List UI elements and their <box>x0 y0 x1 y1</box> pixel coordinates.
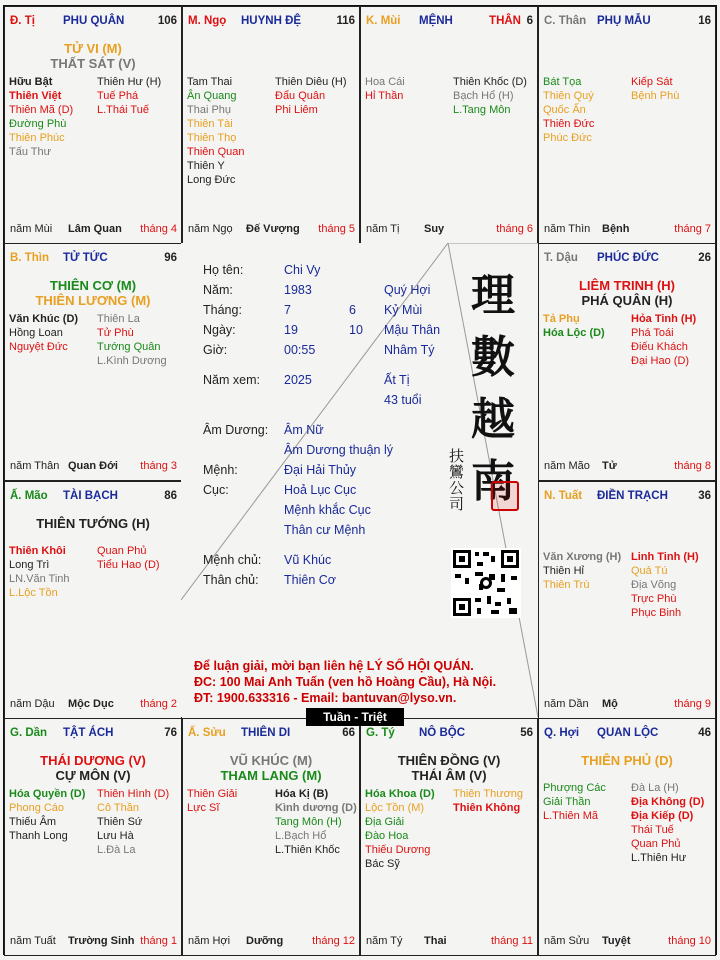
minor-star: Địa Giải <box>365 816 405 828</box>
minor-star: Thiên Y <box>187 160 225 172</box>
left-stars <box>9 75 73 159</box>
right-stars <box>453 75 527 117</box>
palace-can-chi: Đ. Tị <box>10 15 35 27</box>
footer-year: năm Ngọ <box>188 223 233 235</box>
footer-stage: Tuyệt <box>602 935 631 947</box>
footer-year: năm Sửu <box>544 935 590 947</box>
palace-hoi[interactable] <box>538 718 716 956</box>
palace-number: 26 <box>698 252 711 264</box>
left-stars <box>543 550 621 592</box>
palace-header <box>366 15 533 29</box>
footer-year: năm Thìn <box>544 223 591 235</box>
minor-star: Bác Sỹ <box>365 858 400 870</box>
minor-star: Điếu Khách <box>631 341 688 353</box>
main-star: THẤT SÁT (V) <box>50 56 136 71</box>
contact-line-1: Để luận giải, mời bạn liên hệ LÝ SỐ HỘI QUÁN. <box>194 659 474 673</box>
palace-header <box>544 727 711 741</box>
footer-stage: Mộc Dục <box>68 698 114 710</box>
minor-star: Địa Võng <box>631 579 677 591</box>
right-stars <box>97 75 161 117</box>
palace-can-chi: B. Thìn <box>10 252 49 264</box>
footer-month: tháng 7 <box>674 223 711 235</box>
age-value: 43 tuổi <box>384 393 422 407</box>
minor-star: Linh Tinh (H) <box>631 551 699 563</box>
palace-number: 46 <box>698 727 711 739</box>
footer-year: năm Tý <box>366 935 403 947</box>
footer-year: năm Tị <box>366 223 400 235</box>
name-label: Họ tên: <box>203 263 244 277</box>
seal-text: 扶鸞公司 <box>449 447 465 513</box>
minor-star: Văn Xương (H) <box>543 551 622 563</box>
minor-star: Đại Hao (D) <box>631 355 690 367</box>
palace-footer <box>10 698 177 711</box>
footer-month: tháng 11 <box>490 935 533 947</box>
minor-star: Đẩu Quân <box>275 90 326 102</box>
red-seal-icon <box>491 481 519 511</box>
minor-star: Phong Cáo <box>9 802 65 814</box>
month-label: Tháng: <box>203 303 242 317</box>
right-stars <box>631 781 704 865</box>
left-stars <box>187 787 237 815</box>
palace-name: ĐIỀN TRẠCH <box>597 490 668 502</box>
footer-stage: Suy <box>424 223 445 235</box>
minor-star: Thanh Long <box>9 830 68 842</box>
minor-star: Hóa Khoa (D) <box>365 788 435 800</box>
minor-star: Thiên La <box>97 313 140 325</box>
footer-year: năm Hợi <box>188 935 231 947</box>
am-duong-label: Âm Dương: <box>203 423 269 437</box>
right-stars <box>275 787 357 857</box>
minor-star: Quốc Ấn <box>543 104 586 116</box>
left-stars <box>187 75 244 187</box>
footer-stage: Dưỡng <box>246 935 284 947</box>
contact-phone-email[interactable]: ĐT: 1900.633316 - Email: bantuvan@lyso.vn. <box>194 691 457 705</box>
main-stars <box>5 41 181 71</box>
left-stars <box>9 544 70 600</box>
palace-can-chi: G. Dần <box>10 727 48 739</box>
footer-month: tháng 3 <box>140 460 177 472</box>
hour-label: Giờ: <box>203 343 228 357</box>
menh-chu-value: Vũ Khúc <box>284 553 332 567</box>
palace-footer <box>544 935 711 948</box>
minor-star: Thiên Giải <box>187 788 238 800</box>
minor-star: Văn Khúc (D) <box>9 313 79 325</box>
right-stars <box>97 787 169 857</box>
footer-stage: Thai <box>424 935 447 947</box>
palace-header <box>188 15 355 29</box>
palace-header <box>544 252 711 266</box>
minor-star: LN.Văn Tinh <box>9 573 70 585</box>
minor-star: Thiên Khốc (D) <box>453 76 527 88</box>
footer-month: tháng 8 <box>674 460 711 472</box>
right-stars <box>631 75 679 103</box>
right-stars <box>275 75 347 117</box>
minor-star: Thiếu Âm <box>9 816 57 828</box>
main-star: THÁI DƯƠNG (V) <box>40 753 146 768</box>
view-year-value: 2025 <box>284 373 312 387</box>
minor-star: Hoa Cái <box>365 76 405 88</box>
palace-header <box>544 15 711 29</box>
minor-star: Lộc Tồn (M) <box>365 802 425 814</box>
minor-star: L.Thiên Hư <box>631 852 687 864</box>
main-stars <box>5 278 181 308</box>
palace-number: 56 <box>520 727 533 739</box>
footer-year: năm Mão <box>544 460 590 472</box>
palace-dan[interactable] <box>4 718 182 956</box>
than-position: Thân cư Mệnh <box>284 523 366 537</box>
palace-can-chi: N. Tuất <box>544 490 583 502</box>
day-solar: 19 <box>284 323 298 337</box>
footer-month: tháng 5 <box>318 223 355 235</box>
main-star: THIÊN CƠ (M) <box>49 278 137 293</box>
minor-star: Thiên Quan <box>187 146 245 158</box>
minor-star: Quan Phủ <box>97 545 147 557</box>
palace-header <box>544 490 711 504</box>
main-star: PHÁ QUÂN (H) <box>581 293 673 308</box>
minor-star: Thiên Hỉ <box>543 565 584 577</box>
footer-month: tháng 10 <box>668 935 711 947</box>
minor-star: Long Trì <box>9 559 50 571</box>
minor-star: L.Thiên Khốc <box>275 844 340 856</box>
palace-name: NÔ BỘC <box>419 727 465 739</box>
minor-star: Thiên Đức <box>543 118 595 130</box>
palace-number: 6 <box>526 15 533 27</box>
footer-stage: Quan Đới <box>68 460 118 472</box>
calligraphy-char-2: 數 <box>471 332 515 383</box>
footer-stage: Trường Sinh <box>68 935 135 947</box>
main-star: THÁI ÂM (V) <box>411 768 487 783</box>
palace-number: 16 <box>698 15 711 27</box>
year-can-chi: Quý Hợi <box>384 283 431 297</box>
palace-name: PHU QUÂN <box>63 15 125 27</box>
minor-star: Long Đức <box>187 174 236 186</box>
minor-star: L.Thiên Mã <box>543 810 599 822</box>
minor-star: Lưu Hà <box>97 830 134 842</box>
minor-star: Thiên Hình (D) <box>97 788 170 800</box>
main-star: LIÊM TRINH (H) <box>578 278 676 293</box>
minor-star: Tang Môn (H) <box>275 816 342 828</box>
month-lunar: 6 <box>349 303 356 317</box>
palace-footer <box>544 223 711 236</box>
footer-month: tháng 6 <box>496 223 533 235</box>
palace-ngo[interactable] <box>182 6 360 244</box>
footer-year: năm Tuất <box>10 935 56 947</box>
right-stars <box>97 544 160 572</box>
view-year-label: Năm xem: <box>203 373 260 387</box>
main-star: THIÊN ĐỒNG (V) <box>397 753 501 768</box>
minor-star: Đường Phù <box>9 118 67 130</box>
palace-can-chi: Q. Hợi <box>544 727 580 739</box>
minor-star: Quan Phủ <box>631 838 681 850</box>
day-can-chi: Mậu Thân <box>384 323 441 337</box>
minor-star: Hữu Bật <box>9 76 53 88</box>
palace-thin[interactable] <box>4 243 182 481</box>
palace-footer <box>544 460 711 473</box>
year-label: Năm: <box>203 283 233 297</box>
minor-star: Thiên Quý <box>543 90 594 102</box>
palace-footer <box>366 935 533 948</box>
palace-number: 76 <box>164 727 177 739</box>
minor-star: L.Thái Tuế <box>97 104 149 116</box>
minor-star: Hóa Kị (B) <box>275 788 329 800</box>
palace-header <box>188 727 355 741</box>
main-star: VŨ KHÚC (M) <box>229 753 313 768</box>
month-solar: 7 <box>284 303 291 317</box>
main-stars <box>539 278 715 308</box>
palace-dau[interactable] <box>538 243 716 481</box>
right-stars <box>97 312 167 368</box>
palace-header <box>366 727 533 741</box>
palace-name: TÀI BẠCH <box>63 490 118 502</box>
main-star: THIÊN TƯỚNG (H) <box>36 516 150 531</box>
menh-chu-label: Mệnh chủ: <box>203 553 262 567</box>
palace-footer <box>10 460 177 473</box>
palace-name: TẬT ÁCH <box>63 727 114 739</box>
main-stars <box>539 753 715 768</box>
main-stars <box>5 753 181 783</box>
right-stars <box>453 787 523 815</box>
left-stars <box>543 781 606 823</box>
palace-header <box>10 15 177 29</box>
cuc-relation: Mệnh khắc Cục <box>284 503 371 517</box>
footer-year: năm Mùi <box>10 223 53 235</box>
footer-stage: Mộ <box>602 698 618 710</box>
palace-header <box>10 252 177 266</box>
menh-value: Đại Hải Thủy <box>284 463 357 477</box>
cuc-value: Hoả Lục Cục <box>284 483 357 497</box>
minor-star: Địa Không (D) <box>631 796 705 808</box>
minor-star: Thiên Tài <box>187 118 233 130</box>
minor-star: Tuế Phá <box>97 90 139 102</box>
footer-stage: Tử <box>602 460 617 472</box>
calligraphy-char-1: 理 <box>471 270 515 321</box>
minor-star: Bạch Hổ (H) <box>453 90 514 102</box>
footer-month: tháng 9 <box>674 698 711 710</box>
palace-number: 86 <box>164 490 177 502</box>
menh-label: Mệnh: <box>203 463 238 477</box>
minor-star: L.Lộc Tồn <box>9 587 58 599</box>
minor-star: Đào Hoa <box>365 830 409 842</box>
minor-star: Thiên Sứ <box>97 816 143 828</box>
footer-month: tháng 12 <box>312 935 355 947</box>
palace-tuat[interactable] <box>538 481 716 719</box>
left-stars <box>9 787 85 843</box>
palace-can-chi: Ấ. Sửu <box>188 727 226 739</box>
palace-footer <box>366 223 533 236</box>
minor-star: Thiên Thương <box>453 788 524 800</box>
minor-star: Hóa Quyền (D) <box>9 788 86 800</box>
footer-year: năm Dần <box>544 698 589 710</box>
palace-footer <box>10 223 177 236</box>
palace-number: 66 <box>342 727 355 739</box>
minor-star: Đà La (H) <box>631 782 679 794</box>
palace-number: 116 <box>336 15 355 27</box>
main-star: THIÊN PHỦ (D) <box>581 753 673 768</box>
palace-header <box>10 727 177 741</box>
minor-star: Thái Tuế <box>631 824 674 836</box>
minor-star: Lực Sĩ <box>187 802 220 814</box>
palace-can-chi: M. Ngọ <box>188 15 227 27</box>
minor-star: Trực Phù <box>631 593 677 605</box>
footer-stage: Lâm Quan <box>68 223 122 235</box>
footer-stage: Bệnh <box>602 223 630 235</box>
main-stars <box>361 753 537 783</box>
palace-than[interactable] <box>538 6 716 244</box>
minor-star: Giải Thần <box>543 796 591 808</box>
palace-suu[interactable] <box>182 718 360 956</box>
minor-star: Tử Phù <box>97 327 134 339</box>
minor-star: Thai Phụ <box>187 104 232 116</box>
palace-footer <box>544 698 711 711</box>
palace-name: THIÊN DI <box>241 727 291 739</box>
left-stars <box>543 312 605 340</box>
minor-star: Thiên Diêu (H) <box>275 76 347 88</box>
palace-name: HUYNH ĐỆ <box>241 15 302 27</box>
palace-name: PHỤ MẪU <box>597 15 651 27</box>
palace-number: 96 <box>164 252 177 264</box>
view-year-can-chi: Ất Tị <box>384 373 410 387</box>
footer-stage: Đế Vượng <box>246 223 300 235</box>
minor-star: L.Tang Môn <box>453 104 511 116</box>
palace-number: 106 <box>157 15 177 27</box>
minor-star: Tiểu Hao (D) <box>97 559 160 571</box>
main-stars <box>5 516 181 531</box>
minor-star: Bát Tọa <box>543 76 582 88</box>
palace-mui[interactable] <box>360 6 538 244</box>
center-info-panel <box>181 243 538 717</box>
minor-star: Thiên Việt <box>9 90 62 102</box>
am-duong-relation: Âm Dương thuận lý <box>284 443 393 457</box>
footer-year: năm Thân <box>10 460 60 472</box>
footer-month: tháng 2 <box>140 698 177 710</box>
minor-star: Hỉ Thần <box>365 90 404 102</box>
minor-star: Tả Phụ <box>543 313 580 325</box>
palace-can-chi: Ấ. Mão <box>10 490 48 502</box>
minor-star: Kiếp Sát <box>631 76 673 88</box>
main-star: THIÊN LƯƠNG (M) <box>35 293 151 308</box>
minor-star: Thiên Không <box>453 802 521 814</box>
than-marker: THÂN <box>489 15 521 27</box>
palace-footer <box>188 935 355 948</box>
main-star: THAM LANG (M) <box>220 768 322 783</box>
left-stars <box>9 312 78 354</box>
palace-can-chi: C. Thân <box>544 15 587 27</box>
contact-address: ĐC: 100 Mai Anh Tuấn (ven hồ Hoàng Cầu), Hà Nội. <box>194 675 497 689</box>
minor-star: Địa Kiếp (D) <box>631 810 694 822</box>
minor-star: Hỏa Tinh (H) <box>631 313 697 325</box>
footer-month: tháng 4 <box>140 223 177 235</box>
palace-ti[interactable] <box>4 6 182 244</box>
palace-can-chi: T. Dậu <box>544 252 578 264</box>
minor-star: Cô Thần <box>97 802 139 814</box>
cuc-label: Cục: <box>203 483 229 497</box>
minor-star: Kình dương (D) <box>275 802 357 814</box>
minor-star: Thiếu Dương <box>365 844 431 856</box>
palace-footer <box>10 935 177 948</box>
minor-star: Phục Binh <box>631 607 682 619</box>
hour-value: 00:55 <box>284 343 316 357</box>
minor-star: Thiên Trù <box>543 579 590 591</box>
palace-ty[interactable] <box>360 718 538 956</box>
footer-month: tháng 1 <box>140 935 177 947</box>
minor-star: L.Kình Dương <box>97 355 167 367</box>
palace-name: MỆNH <box>419 15 453 27</box>
left-stars <box>543 75 594 145</box>
main-star: TỬ VI (M) <box>64 41 122 56</box>
palace-name: QUAN LỘC <box>597 727 659 739</box>
day-label: Ngày: <box>203 323 236 337</box>
year-value: 1983 <box>284 283 312 297</box>
calligraphy-char-4: 南 <box>471 456 515 507</box>
minor-star: L.Đà La <box>97 844 136 856</box>
minor-star: Thiên Mã (D) <box>9 104 74 116</box>
minor-star: Thiên Thọ <box>187 132 237 144</box>
palace-can-chi: G. Tý <box>366 727 395 739</box>
palace-number: 36 <box>698 490 711 502</box>
month-can-chi: Kỷ Mùi <box>384 303 423 317</box>
palace-name: TỬ TỨC <box>63 252 108 264</box>
minor-star: Phi Liêm <box>275 104 318 116</box>
left-stars <box>365 75 405 103</box>
right-stars <box>631 550 699 620</box>
day-lunar: 10 <box>349 323 363 337</box>
minor-star: Phượng Các <box>543 782 606 794</box>
minor-star: Phá Toái <box>631 327 674 339</box>
than-chu-label: Thân chủ: <box>203 573 259 587</box>
palace-mao[interactable] <box>4 481 182 719</box>
minor-star: Hồng Loan <box>9 327 63 339</box>
minor-star: Ân Quang <box>187 90 237 102</box>
palace-name: PHÚC ĐỨC <box>597 252 659 264</box>
footer-year: năm Dậu <box>10 698 55 710</box>
minor-star: Phúc Đức <box>543 132 592 144</box>
palace-can-chi: K. Mùi <box>366 15 401 27</box>
main-star: CỰ MÔN (V) <box>55 768 131 783</box>
left-stars <box>365 787 435 871</box>
right-stars <box>631 312 696 368</box>
palace-footer <box>188 223 355 236</box>
minor-star: Thiên Phúc <box>9 132 65 144</box>
minor-star: Tấu Thư <box>9 146 52 158</box>
qr-code-icon[interactable] <box>451 548 521 618</box>
minor-star: Tam Thai <box>187 76 233 88</box>
hour-can-chi: Nhâm Tý <box>384 343 435 357</box>
minor-star: Hóa Lộc (D) <box>543 327 605 339</box>
tuan-triet-badge: Tuần - Triệt <box>306 708 404 726</box>
than-chu-value: Thiên Cơ <box>284 573 336 587</box>
minor-star: Thiên Khôi <box>9 545 66 557</box>
minor-star: Quả Tú <box>631 565 668 577</box>
name-value: Chi Vy <box>284 263 321 277</box>
palace-header <box>10 490 177 504</box>
minor-star: L.Bạch Hổ <box>275 830 327 842</box>
minor-star: Bệnh Phù <box>631 90 680 102</box>
am-duong-value: Âm Nữ <box>284 423 324 437</box>
minor-star: Nguyệt Đức <box>9 341 68 353</box>
minor-star: Tướng Quân <box>97 341 161 353</box>
minor-star: Thiên Hư (H) <box>97 76 162 88</box>
calligraphy-char-3: 越 <box>471 394 515 445</box>
main-stars <box>183 753 359 783</box>
